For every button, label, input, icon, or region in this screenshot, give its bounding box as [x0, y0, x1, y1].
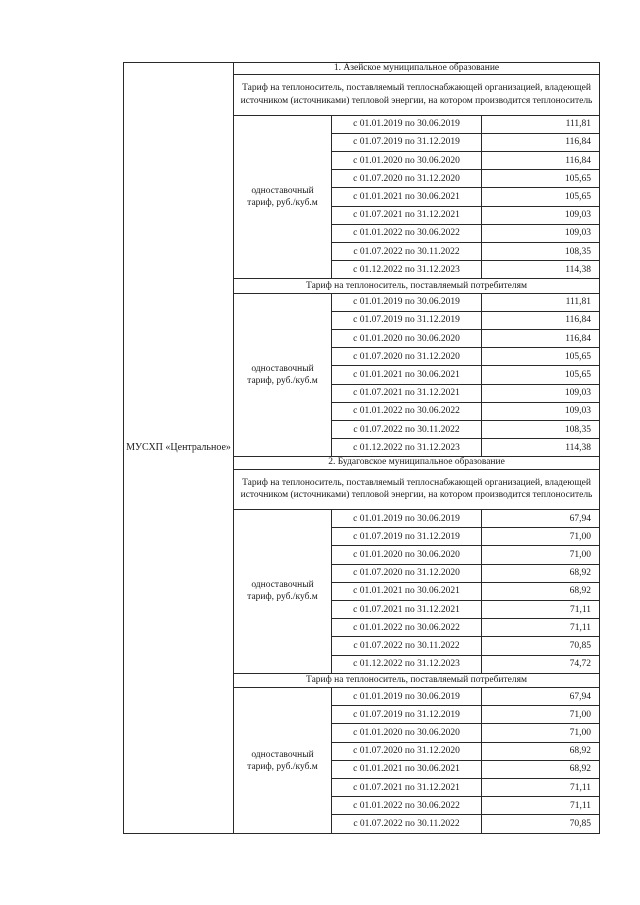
tariff-value: 111,81 — [482, 293, 600, 311]
tariff-period: с 01.07.2022 по 30.11.2022 — [332, 243, 482, 261]
tariff-unit-label: одноставочный тариф, руб./куб.м — [247, 580, 318, 603]
tariff-period: с 01.12.2022 по 31.12.2023 — [332, 655, 482, 673]
tariff-value: 67,94 — [482, 688, 600, 706]
tariff-table — [123, 62, 600, 834]
tariff-period: с 01.07.2020 по 31.12.2020 — [332, 170, 482, 188]
tariff-period: с 01.12.2022 по 31.12.2023 — [332, 439, 482, 457]
tariff-period: с 01.07.2021 по 31.12.2021 — [332, 384, 482, 402]
tariff-period: с 01.01.2022 по 30.06.2022 — [332, 619, 482, 637]
organization-name: МУСХП «Центральное» — [126, 442, 231, 453]
tariff-period: с 01.07.2021 по 31.12.2021 — [332, 206, 482, 224]
tariff-table-body — [124, 63, 600, 834]
tariff-period: с 01.01.2020 по 30.06.2020 — [332, 152, 482, 170]
tariff-unit-label: одноставочный тариф, руб./куб.м — [247, 749, 318, 772]
tariff-period: с 01.01.2022 по 30.06.2022 — [332, 797, 482, 815]
tariff-value: 70,85 — [482, 637, 600, 655]
organization-cell — [124, 63, 234, 834]
tariff-unit — [234, 510, 332, 674]
tariff-value: 68,92 — [482, 742, 600, 760]
tariff-value: 71,00 — [482, 706, 600, 724]
tariff-value: 67,94 — [482, 510, 600, 528]
tariff-period: с 01.07.2019 по 31.12.2019 — [332, 528, 482, 546]
tariff-value: 109,03 — [482, 206, 600, 224]
tariff-period: с 01.07.2021 по 31.12.2021 — [332, 779, 482, 797]
tariff-period: с 01.07.2019 по 31.12.2019 — [332, 706, 482, 724]
tariff-value: 108,35 — [482, 421, 600, 439]
tariff-value: 108,35 — [482, 243, 600, 261]
tariff-period: с 01.01.2021 по 30.06.2021 — [332, 582, 482, 600]
tariff-value: 116,84 — [482, 330, 600, 348]
section-title: 2. Будаговское муниципальное образование — [234, 457, 600, 469]
tariff-value: 68,92 — [482, 760, 600, 778]
tariff-period: с 01.01.2021 по 30.06.2021 — [332, 188, 482, 206]
tariff-period: с 01.01.2020 по 30.06.2020 — [332, 724, 482, 742]
tariff-description: Тариф на теплоноситель, поставляемый теплоснабжающей организацией, владеющей источником (источниками) тепловой энергии, на котором производится теплоноситель — [234, 75, 600, 115]
tariff-period: с 01.01.2021 по 30.06.2021 — [332, 366, 482, 384]
tariff-period: с 01.07.2020 по 31.12.2020 — [332, 742, 482, 760]
tariff-period: с 01.07.2022 по 30.11.2022 — [332, 815, 482, 834]
tariff-value: 109,03 — [482, 384, 600, 402]
tariff-period: с 01.07.2020 по 31.12.2020 — [332, 564, 482, 582]
tariff-value: 71,00 — [482, 528, 600, 546]
tariff-value: 71,11 — [482, 601, 600, 619]
tariff-value: 71,00 — [482, 546, 600, 564]
tariff-period: с 01.07.2019 по 31.12.2019 — [332, 311, 482, 329]
tariff-value: 116,84 — [482, 152, 600, 170]
tariff-period: с 01.01.2022 по 30.06.2022 — [332, 224, 482, 242]
tariff-description: Тариф на теплоноситель, поставляемый потребителям — [234, 279, 600, 293]
tariff-unit-label: одноставочный тариф, руб./куб.м — [247, 186, 318, 209]
tariff-period: с 01.01.2019 по 30.06.2019 — [332, 115, 482, 133]
tariff-value: 114,38 — [482, 261, 600, 279]
tariff-period: с 01.01.2020 по 30.06.2020 — [332, 330, 482, 348]
tariff-value: 71,00 — [482, 724, 600, 742]
tariff-value: 71,11 — [482, 797, 600, 815]
tariff-value: 68,92 — [482, 582, 600, 600]
tariff-value: 109,03 — [482, 402, 600, 420]
tariff-description: Тариф на теплоноситель, поставляемый теплоснабжающей организацией, владеющей источником (источниками) тепловой энергии, на котором производится теплоноситель — [234, 469, 600, 509]
tariff-period: с 01.07.2020 по 31.12.2020 — [332, 348, 482, 366]
tariff-value: 116,84 — [482, 133, 600, 151]
tariff-value: 105,65 — [482, 348, 600, 366]
tariff-value: 116,84 — [482, 311, 600, 329]
tariff-period: с 01.12.2022 по 31.12.2023 — [332, 261, 482, 279]
tariff-period: с 01.07.2022 по 30.11.2022 — [332, 421, 482, 439]
tariff-value: 74,72 — [482, 655, 600, 673]
tariff-unit — [234, 688, 332, 834]
tariff-value: 111,81 — [482, 115, 600, 133]
tariff-value: 109,03 — [482, 224, 600, 242]
tariff-unit-label: одноставочный тариф, руб./куб.м — [247, 364, 318, 386]
tariff-period: с 01.01.2022 по 30.06.2022 — [332, 402, 482, 420]
tariff-value: 71,11 — [482, 619, 600, 637]
tariff-value: 70,85 — [482, 815, 600, 834]
tariff-value: 105,65 — [482, 170, 600, 188]
tariff-period: с 01.01.2019 по 30.06.2019 — [332, 688, 482, 706]
tariff-description: Тариф на теплоноситель, поставляемый потребителям — [234, 673, 600, 687]
tariff-value: 71,11 — [482, 779, 600, 797]
section-title: 1. Азейское муниципальное образование — [234, 63, 600, 75]
tariff-period: с 01.01.2021 по 30.06.2021 — [332, 760, 482, 778]
tariff-period: с 01.07.2019 по 31.12.2019 — [332, 133, 482, 151]
tariff-period: с 01.07.2021 по 31.12.2021 — [332, 601, 482, 619]
tariff-unit — [234, 115, 332, 279]
tariff-value: 68,92 — [482, 564, 600, 582]
section-row — [124, 63, 600, 75]
tariff-value: 105,65 — [482, 366, 600, 384]
tariff-period: с 01.01.2020 по 30.06.2020 — [332, 546, 482, 564]
tariff-period: с 01.01.2019 по 30.06.2019 — [332, 510, 482, 528]
tariff-unit — [234, 293, 332, 457]
tariff-value: 105,65 — [482, 188, 600, 206]
tariff-period: с 01.01.2019 по 30.06.2019 — [332, 293, 482, 311]
tariff-period: с 01.07.2022 по 30.11.2022 — [332, 637, 482, 655]
tariff-value: 114,38 — [482, 439, 600, 457]
